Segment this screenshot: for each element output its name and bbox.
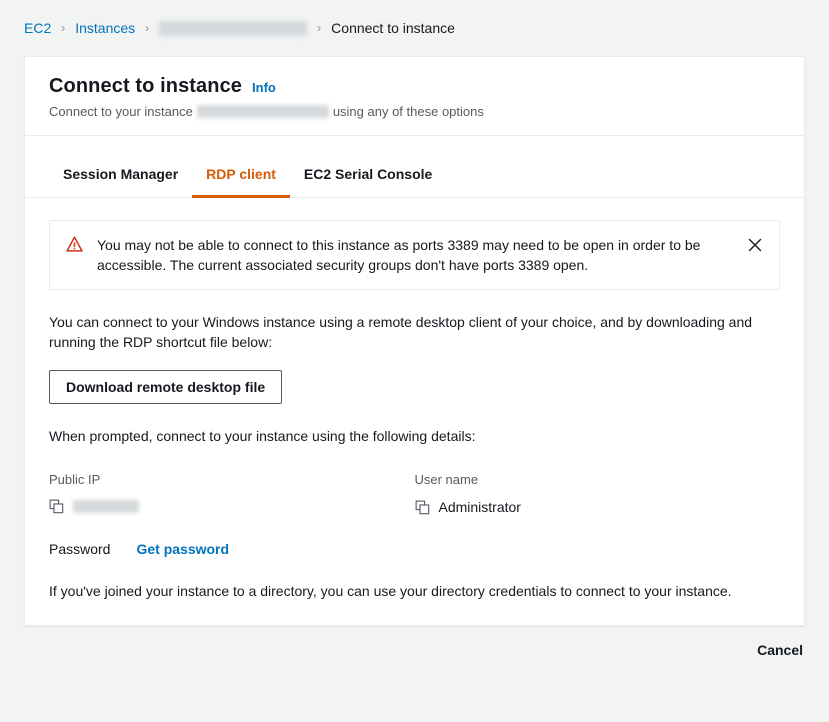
cancel-button[interactable]: Cancel — [757, 642, 803, 658]
breadcrumb — [0, 0, 829, 56]
public-ip-value-row — [49, 499, 415, 514]
get-password-button[interactable]: Get password — [136, 541, 230, 557]
public-ip-column — [49, 472, 415, 515]
copy-icon[interactable] — [49, 499, 64, 514]
close-icon[interactable] — [745, 235, 765, 255]
card-header — [25, 57, 804, 136]
breadcrumb-item-instances[interactable]: Instances — [75, 20, 136, 36]
breadcrumb-item-instance-id[interactable] — [159, 21, 307, 36]
breadcrumb-item-ec2[interactable]: EC2 — [24, 20, 52, 36]
public-ip-value — [73, 500, 139, 513]
user-name-value: Administrator — [438, 499, 521, 515]
card-subtitle-suffix: using any of these options — [332, 104, 484, 119]
breadcrumb-separator-icon: › — [317, 21, 322, 35]
warning-icon — [66, 236, 83, 256]
info-link[interactable]: Info — [252, 80, 276, 95]
tab-list — [25, 154, 804, 198]
breadcrumb-separator-icon: › — [61, 21, 66, 35]
card-subtitle-prefix: Connect to your instance — [49, 104, 193, 119]
public-ip-label: Public IP — [49, 472, 101, 487]
card-title-row — [49, 75, 780, 98]
connect-to-instance-card — [24, 56, 805, 626]
warning-alert-message: You may not be able to connect to this instance as ports 3389 may need to be open in order to be accessible. The current associated security groups don't have ports 3389 open. — [97, 237, 701, 273]
download-remote-desktop-file-button[interactable]: Download remote desktop file — [49, 370, 282, 404]
password-row — [49, 541, 780, 557]
connection-details — [49, 472, 780, 515]
card-body — [25, 198, 804, 625]
breadcrumb-item-current: Connect to instance — [331, 20, 455, 36]
page-title: Connect to instance — [49, 75, 243, 97]
breadcrumb-separator-icon: › — [145, 21, 150, 35]
copy-icon[interactable] — [415, 500, 430, 515]
dialog-footer — [0, 626, 829, 658]
directory-note: If you've joined your instance to a directory, you can use your directory credentials to connect to your instance. — [49, 583, 732, 599]
prompt-details-text: When prompted, connect to your instance using the following details: — [49, 428, 476, 444]
card-subtitle — [49, 104, 780, 119]
tab-rdp-client[interactable]: RDP client — [192, 154, 290, 198]
rdp-description: You can connect to your Windows instance using a remote desktop client of your choice, and by downloading and running the RDP shortcut file below: — [49, 314, 753, 350]
warning-alert — [49, 220, 780, 290]
user-name-column — [415, 472, 781, 515]
card-subtitle-instance-id — [197, 105, 329, 118]
user-name-value-row — [415, 499, 781, 515]
user-name-label: User name — [414, 472, 479, 487]
password-label: Password — [49, 541, 111, 557]
tab-session-manager[interactable]: Session Manager — [63, 166, 179, 182]
tab-ec2-serial-console[interactable]: EC2 Serial Console — [303, 166, 433, 182]
